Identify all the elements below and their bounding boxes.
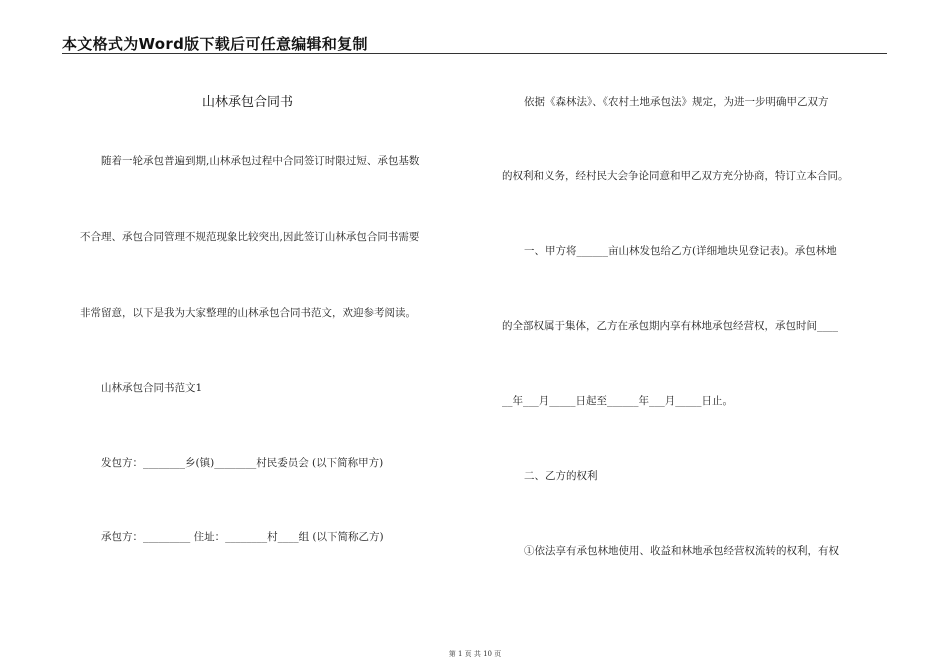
sample-heading: 山林承包合同书范文1 xyxy=(101,382,203,394)
party-a-line: 发包方：________乡(镇)________村民委员会 (以下简称甲方) xyxy=(101,457,384,469)
right-paragraph-line-2: 的权利和义务，经村民大会争论同意和甲乙双方充分协商，特订立本合同。 xyxy=(502,170,849,182)
page-number: 第 1 页 共 10 页 xyxy=(448,650,502,658)
banner-divider xyxy=(62,53,887,54)
left-paragraph-line-2: 不合理、承包合同管理不规范现象比较突出,因此签订山林承包合同书需要 xyxy=(80,231,420,243)
left-paragraph-line-1: 随着一轮承包普遍到期,山林承包过程中合同签订时限过短、承包基数 xyxy=(101,155,420,167)
section-2-heading: 二、乙方的权利 xyxy=(524,470,598,482)
section-2-item-1: ①依法享有承包林地使用、收益和林地承包经营权流转的权利，有权 xyxy=(524,545,839,557)
right-paragraph-line-1: 依据《森林法》、《农村土地承包法》规定，为进一步明确甲乙双方 xyxy=(524,96,829,108)
clause-1-line-1: 一、甲方将______亩山林发包给乙方(详细地块见登记表)。承包林地 xyxy=(524,245,837,257)
clause-1-line-2: 的全部权属于集体，乙方在承包期内享有林地承包经营权，承包时间____ xyxy=(502,320,838,332)
clause-1-line-3: __年___月_____日起至______年___月_____日止。 xyxy=(502,395,733,407)
left-paragraph-line-3: 非常留意，以下是我为大家整理的山林承包合同书范文，欢迎参考阅读。 xyxy=(80,307,416,319)
document-title: 山林承包合同书 xyxy=(202,95,294,110)
download-banner: 本文格式为Word版下载后可任意编辑和复制 xyxy=(62,35,368,53)
party-b-line: 承包方：_________ 住址：________村____组 (以下简称乙方) xyxy=(101,531,384,543)
